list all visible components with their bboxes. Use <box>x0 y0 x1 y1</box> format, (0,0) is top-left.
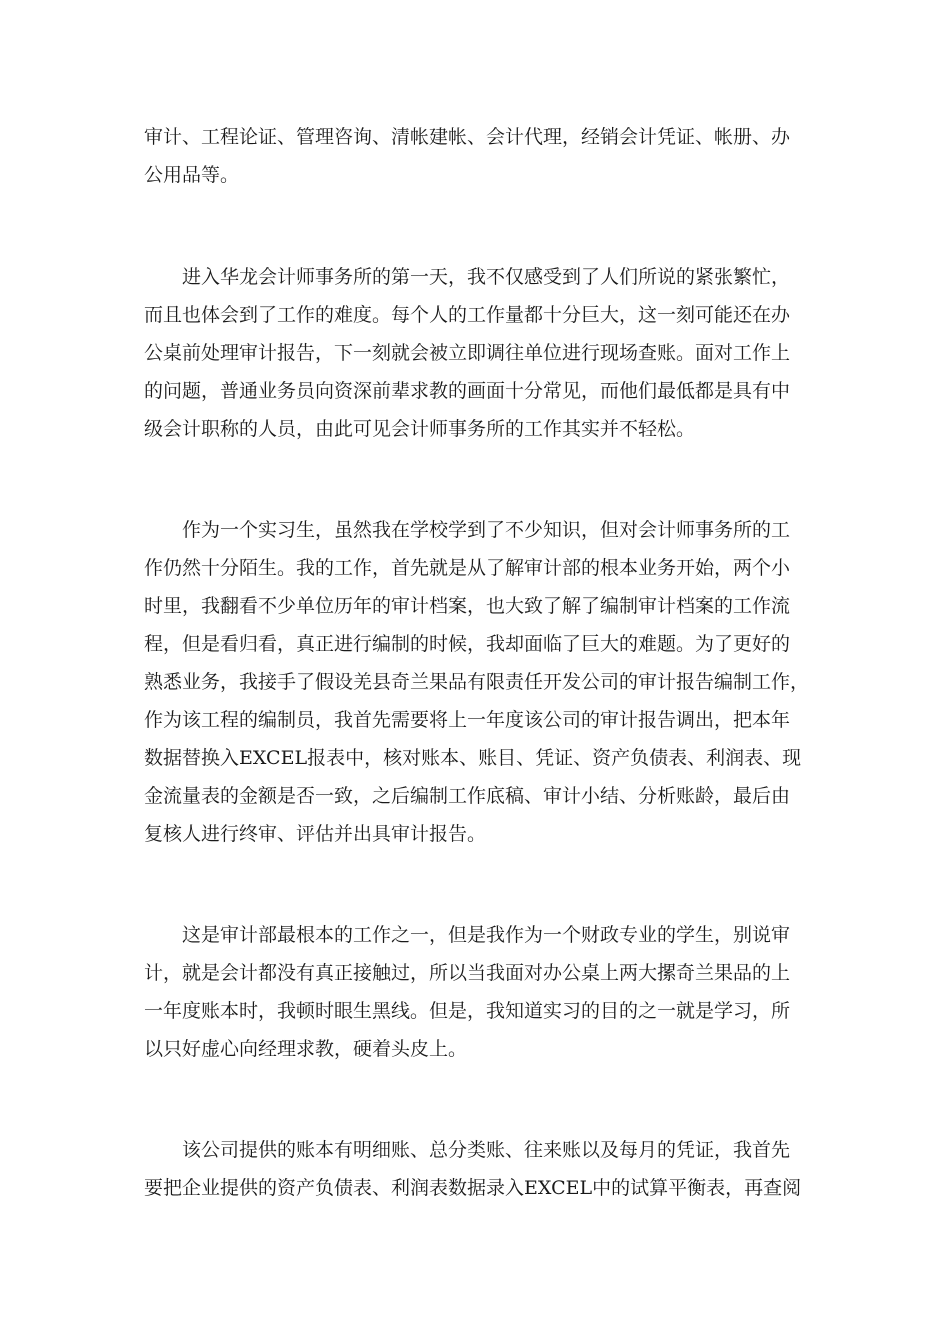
text-line: 公桌前处理审计报告，下一刻就会被立即调往单位进行现场查账。面对工作上 <box>144 342 791 364</box>
text-line: 的问题，普通业务员向资深前辈求教的画面十分常见，而他们最低都是具有中 <box>144 380 791 402</box>
text-line: 计，就是会计都没有真正接触过，所以当我面对办公桌上两大摞奇兰果品的上 <box>144 962 791 984</box>
text-line: 熟悉业务，我接手了假设羌县奇兰果品有限责任开发公司的审计报告编制工作， <box>144 671 810 693</box>
text-line: 作为该工程的编制员，我首先需要将上一年度该公司的审计报告调出，把本年 <box>144 709 791 731</box>
paragraph-first-line: 这是审计部最根本的工作之一，但是我作为一个财政专业的学生，别说审 <box>182 924 791 946</box>
text-line: 时里，我翻看不少单位历年的审计档案，也大致了解了编制审计档案的工作流 <box>144 595 791 617</box>
text-line: 作仍然十分陌生。我的工作，首先就是从了解审计部的根本业务开始，两个小 <box>144 557 791 579</box>
text-line: 审计、工程论证、管理咨询、清帐建帐、会计代理，经销会计凭证、帐册、办 <box>144 126 791 148</box>
text-line: 而且也体会到了工作的难度。每个人的工作量都十分巨大，这一刻可能还在办 <box>144 304 791 326</box>
paragraph-first-line: 进入华龙会计师事务所的第一天，我不仅感受到了人们所说的紧张繁忙， <box>182 266 791 288</box>
paragraph-first-line: 该公司提供的账本有明细账、总分类账、往来账以及每月的凭证，我首先 <box>182 1139 791 1161</box>
text-line: 金流量表的金额是否一致，之后编制工作底稿、审计小结、分析账龄，最后由 <box>144 785 791 807</box>
text-line: 以只好虚心向经理求教，硬着头皮上。 <box>144 1038 468 1060</box>
text-line: 公用品等。 <box>144 164 240 186</box>
text-line: 程，但是看归看，真正进行编制的时候，我却面临了巨大的难题。为了更好的 <box>144 633 791 655</box>
text-line: 复核人进行终审、评估并出具审计报告。 <box>144 823 487 845</box>
text-line: 数据替换入EXCEL报表中，核对账本、账目、凭证、资产负债表、利润表、现 <box>144 747 802 769</box>
paragraph-first-line: 作为一个实习生，虽然我在学校学到了不少知识，但对会计师事务所的工 <box>182 519 791 541</box>
text-line: 要把企业提供的资产负债表、利润表数据录入EXCEL中的试算平衡表，再查阅 <box>144 1177 802 1199</box>
text-line: 一年度账本时，我顿时眼生黑线。但是，我知道实习的目的之一就是学习，所 <box>144 1000 791 1022</box>
text-line: 级会计职称的人员，由此可见会计师事务所的工作其实并不轻松。 <box>144 418 696 440</box>
